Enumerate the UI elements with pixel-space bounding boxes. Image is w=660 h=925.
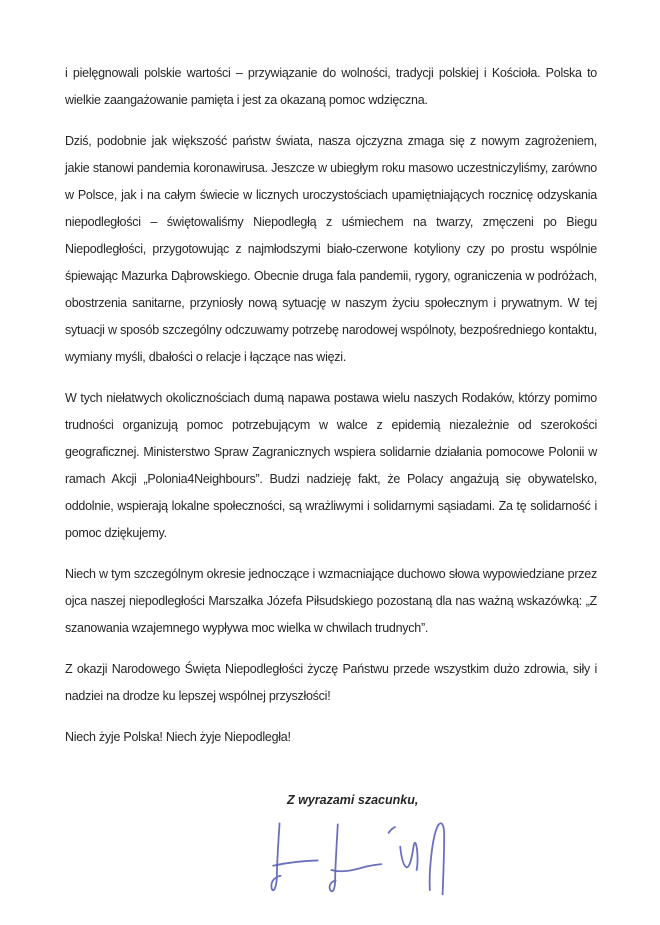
letter-body [65, 60, 597, 751]
letter-paragraph: i pielęgnowali polskie wartości – przywiązanie do wolności, tradycji polskiej i Kościoła. Polska to wielkie zaangażowanie pamięta i jest za okazaną pomoc wdzięczna. [65, 66, 597, 107]
letter-paragraph: W tych niełatwych okolicznościach dumą napawa postawa wielu naszych Rodaków, którzy pomimo trudności organizują pomoc potrzebującym w walce z epidemią niezależnie od szerokości geograficznej. Ministerstwo Spraw Zagranicznych wspiera solidarnie działania pomocowe Polonii w ramach Akcji „Polonia4Neighbours”. Budzi nadzieję fakt, że Polacy angażują się obywatelsko, oddolnie, wspierają lokalne społeczności, są wrażliwymi i solidarnymi sąsiadami. Za tę solidarność i pomoc dziękujemy. [65, 391, 597, 540]
signature-ink-strokes [270, 819, 450, 904]
signature-handwriting [270, 819, 450, 904]
letter-paragraph: Niech w tym szczególnym okresie jednoczące i wzmacniające duchowo słowa wypowiedziane przez ojca naszej niepodległości Marszałka Józefa Piłsudskiego pozostaną dla nas ważną wskazówką: „Z szanowania wzajemnego wypływa moc wielka w chwilach trudnych”. [65, 567, 597, 635]
letter-paragraph: Dziś, podobnie jak większość państw świata, nasza ojczyzna zmaga się z nowym zagrożeniem, jakie stanowi pandemia koronawirusa. Jeszcze w ubiegłym roku masowo uczestniczyliśmy, zarówno w Polsce, jak i na całym świecie w licznych uroczystościach upamiętniających rocznicę odzyskania niepodległości – świętowaliśmy Niepodległą z uśmiechem na twarzy, zmęczeni po Biegu Niepodległości, przygotowując z najmłodszymi biało-czerwone kotyliony czy po prostu wspólnie śpiewając Mazurka Dąbrowskiego. Obecnie druga fala pandemii, rygory, ograniczenia w podróżach, obostrzenia sanitarne, przyniosły nową sytuację w naszym życiu społecznym i prywatnym. W tej sytuacji w sposób szczególny odczuwamy potrzebę narodowej wspólnoty, bezpośredniego kontaktu, wymiany myśli, dbałości o relacje i łączące nas więzi. [65, 134, 597, 364]
letter-paragraph: Z okazji Narodowego Święta Niepodległości życzę Państwu przede wszystkim dużo zdrowia, siły i nadziei na drodze ku lepszej wspólnej przyszłości! [65, 662, 597, 703]
closing-salutation: Z wyrazami szacunku, [287, 793, 419, 807]
letter-paragraph: Niech żyje Polska! Niech żyje Niepodległa! [65, 730, 291, 744]
